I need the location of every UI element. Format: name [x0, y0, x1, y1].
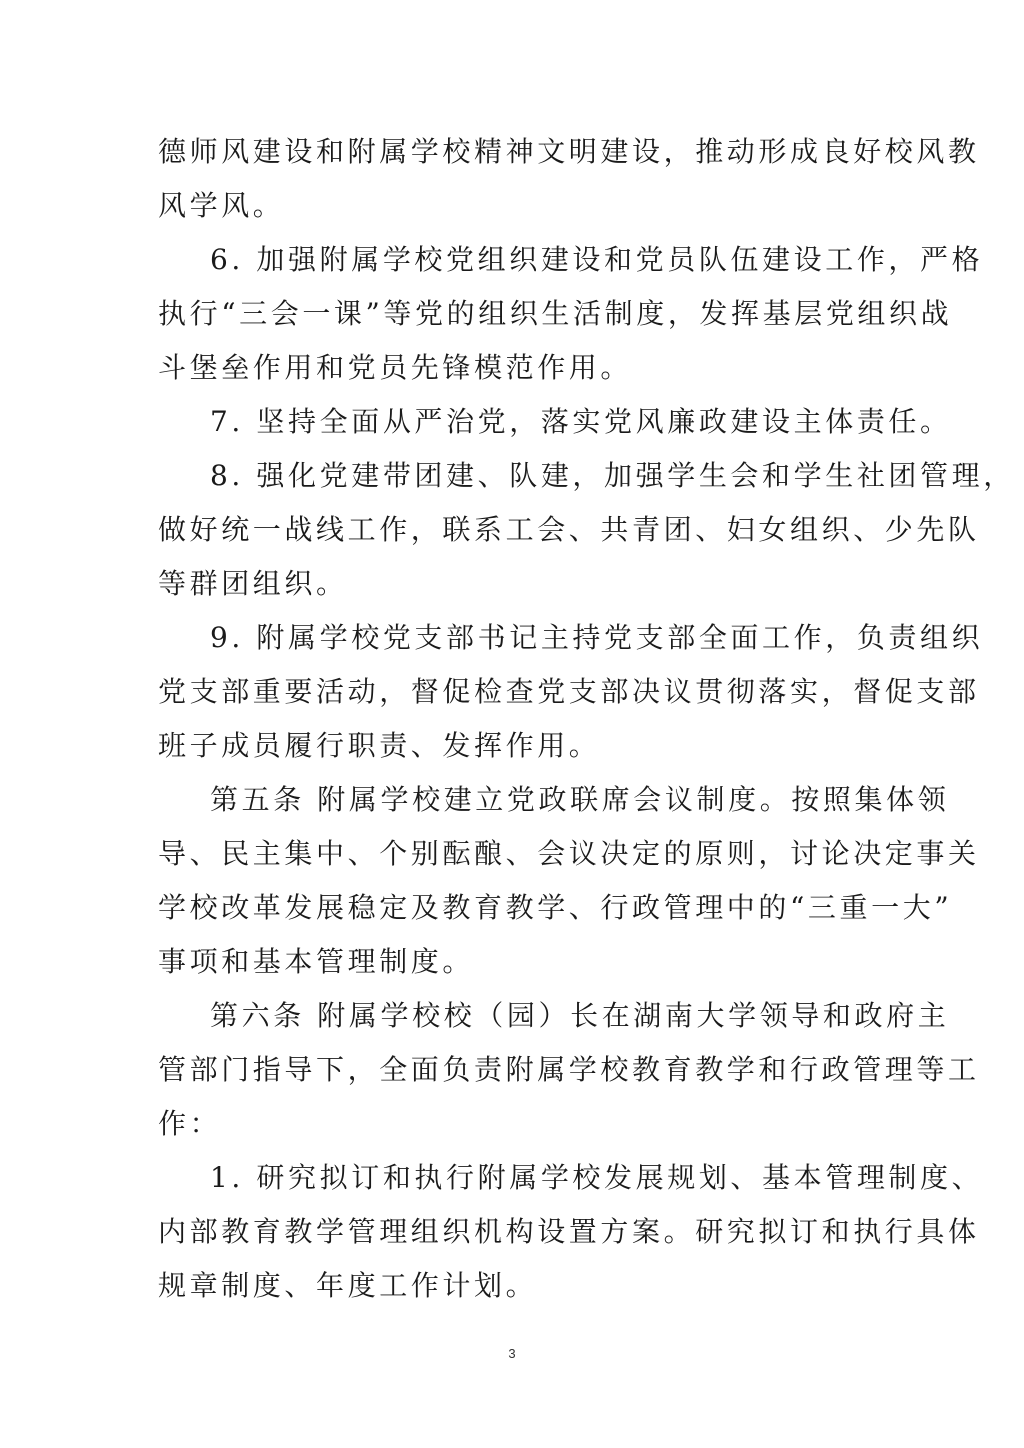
text-line: 管部门指导下，全面负责附属学校教育教学和行政管理等工	[158, 1053, 980, 1086]
text-line: 导、民主集中、个别酝酿、会议决定的原则，讨论决定事关	[158, 837, 980, 870]
text-line: 做好统一战线工作，联系工会、共青团、妇女组织、少先队	[158, 513, 980, 546]
text-line: 等群团组织。	[158, 567, 348, 600]
text-line: 8. 强化党建带团建、队建，加强学生会和学生社团管理，	[210, 459, 1015, 492]
text-line: 作：	[158, 1107, 222, 1140]
text-line: 9. 附属学校党支部书记主持党支部全面工作，负责组织	[210, 621, 984, 654]
page-number: 3	[508, 1346, 516, 1361]
text-line: 6. 加强附属学校党组织建设和党员队伍建设工作，严格	[210, 243, 984, 276]
text-line: 事项和基本管理制度。	[158, 945, 475, 978]
text-line: 执行“三会一课”等党的组织生活制度，发挥基层党组织战	[158, 297, 953, 330]
text-line: 党支部重要活动，督促检查党支部决议贯彻落实，督促支部	[158, 675, 980, 708]
text-line: 第六条 附属学校校（园）长在湖南大学领导和政府主	[210, 999, 950, 1032]
text-line: 7. 坚持全面从严治党，落实党风廉政建设主体责任。	[210, 405, 952, 438]
text-line: 风学风。	[158, 189, 285, 222]
text-line: 内部教育教学管理组织机构设置方案。研究拟订和执行具体	[158, 1215, 980, 1248]
text-line: 规章制度、年度工作计划。	[158, 1269, 538, 1302]
text-line: 德师风建设和附属学校精神文明建设，推动形成良好校风教	[158, 135, 980, 168]
text-line: 斗堡垒作用和党员先锋模范作用。	[158, 351, 633, 384]
text-line: 学校改革发展稳定及教育教学、行政管理中的“三重一大”	[158, 891, 953, 924]
text-line: 第五条 附属学校建立党政联席会议制度。按照集体领	[210, 783, 950, 816]
text-line: 班子成员履行职责、发挥作用。	[158, 729, 601, 762]
text-line: 1. 研究拟订和执行附属学校发展规划、基本管理制度、	[210, 1161, 984, 1194]
